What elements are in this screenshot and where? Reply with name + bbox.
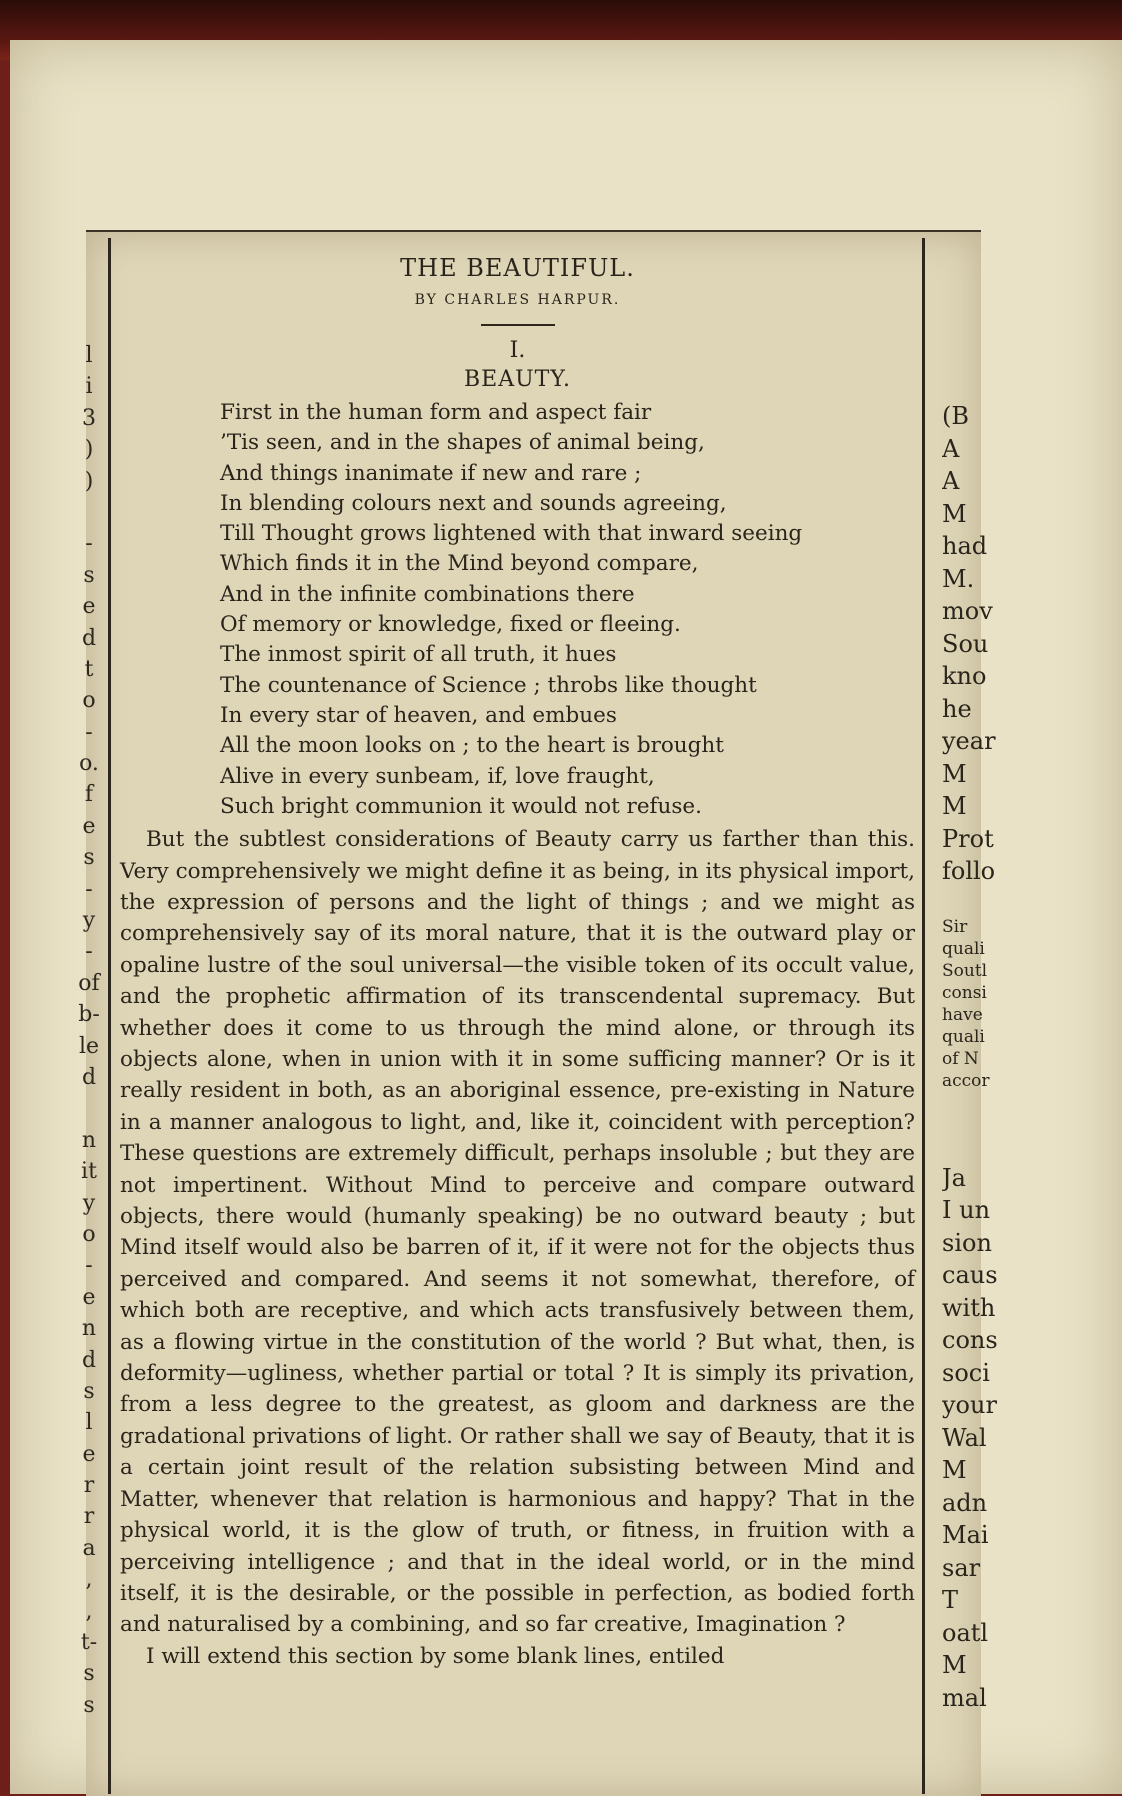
left-fragment: of bbox=[78, 970, 100, 996]
poem-line: First in the human form and aspect fair bbox=[220, 400, 652, 425]
poem-line: In every star of heaven, and embues bbox=[220, 702, 617, 728]
left-fragment: t- bbox=[80, 1630, 98, 1656]
left-fragment bbox=[78, 1093, 100, 1124]
left-fragment: l bbox=[85, 1410, 93, 1436]
article bbox=[120, 248, 915, 1672]
right-fragment: Sou bbox=[942, 629, 989, 658]
right-fragment: Prot bbox=[942, 824, 994, 853]
right-fragment: oatl bbox=[942, 1618, 989, 1647]
right-fragment: M bbox=[942, 759, 967, 788]
right-fragment: adn bbox=[942, 1488, 988, 1517]
left-fragment: e bbox=[82, 594, 96, 620]
poem-line: Till Thought grows lightened with that inward seeing bbox=[220, 521, 803, 547]
left-fragment: d bbox=[81, 1347, 97, 1373]
right-fragment: your bbox=[942, 1391, 997, 1419]
poem-line: And in the infinite combinations there bbox=[220, 581, 635, 607]
right-fragment: sar bbox=[942, 1553, 981, 1582]
title-divider bbox=[481, 324, 555, 326]
left-fragment: - bbox=[85, 1253, 93, 1279]
left-fragment: d bbox=[81, 625, 97, 651]
left-fragment: n bbox=[81, 1127, 97, 1153]
poem-line: Alive in every sunbeam, if, love fraught, bbox=[220, 763, 655, 789]
right-fragment: accor bbox=[942, 1070, 990, 1091]
left-fragment: , bbox=[85, 1567, 93, 1593]
left-fragment: , bbox=[85, 1598, 93, 1624]
right-fragment: T bbox=[942, 1586, 959, 1614]
left-fragment: d bbox=[81, 1064, 97, 1090]
right-fragment: M bbox=[942, 792, 967, 820]
spacer bbox=[942, 888, 1012, 916]
poem-line: All the moon looks on ; to the heart is brought bbox=[220, 733, 724, 759]
left-fragment: a bbox=[82, 1535, 96, 1561]
left-fragment: 3 bbox=[82, 405, 96, 431]
right-fragment: he bbox=[942, 694, 972, 723]
left-fragment: s bbox=[83, 562, 95, 588]
right-fragment: follo bbox=[942, 857, 996, 885]
right-fragment: quali bbox=[942, 1026, 985, 1047]
right-fragment: M bbox=[942, 1456, 967, 1484]
left-fragment: s bbox=[83, 1378, 95, 1404]
left-fragment: e bbox=[82, 1284, 96, 1310]
left-fragment: b- bbox=[78, 1002, 100, 1028]
right-fragment: caus bbox=[942, 1261, 998, 1289]
left-fragment: ) bbox=[84, 468, 94, 494]
left-fragment: r bbox=[83, 1473, 95, 1499]
poem-line: In blending colours next and sounds agreeing, bbox=[220, 490, 727, 516]
right-fragment: with bbox=[942, 1293, 996, 1322]
left-fragment: - bbox=[85, 939, 93, 965]
right-fragment: soci bbox=[942, 1358, 990, 1387]
column-rule-right bbox=[922, 238, 925, 1794]
right-fragment: M bbox=[942, 1651, 967, 1679]
right-fragment: had bbox=[942, 532, 988, 560]
poem-line: And things inanimate if new and rare ; bbox=[220, 460, 642, 486]
left-fragment: it bbox=[81, 1159, 97, 1185]
left-fragment: o. bbox=[79, 751, 99, 777]
left-fragment: s bbox=[83, 1692, 95, 1718]
spacer bbox=[942, 1092, 1012, 1162]
sonnet bbox=[220, 398, 915, 822]
right-fragment: kno bbox=[942, 662, 987, 690]
left-fragment: - bbox=[85, 876, 93, 902]
section-title: BEAUTY. bbox=[463, 367, 571, 392]
section-number: I. bbox=[509, 338, 526, 363]
right-fragment: consi bbox=[942, 982, 987, 1003]
poem-line: The countenance of Science ; throbs like thought bbox=[220, 672, 757, 698]
left-fragment: ) bbox=[84, 437, 94, 463]
left-fragment: e bbox=[82, 1441, 96, 1467]
left-fragment: y bbox=[82, 908, 96, 934]
article-title: THE BEAUTIFUL. bbox=[400, 254, 635, 282]
left-fragment: r bbox=[83, 1504, 95, 1530]
right-fragment: mov bbox=[942, 597, 993, 625]
left-fragment: l bbox=[85, 343, 93, 368]
poem-line: The inmost spirit of all truth, it hues bbox=[220, 642, 617, 668]
right-fragment: Sir bbox=[942, 916, 968, 937]
left-fragment: s bbox=[83, 845, 95, 871]
left-fragment: t bbox=[84, 656, 94, 682]
prose-paragraph-continued: I will extend this section by some blank lines, entiled bbox=[146, 1643, 725, 1669]
right-fragment: of N bbox=[942, 1048, 979, 1069]
left-fragment: o bbox=[82, 1221, 96, 1247]
right-fragment: I un bbox=[942, 1196, 991, 1224]
left-fragment bbox=[78, 497, 100, 528]
right-fragment: A bbox=[942, 434, 960, 463]
right-fragment: sion bbox=[942, 1228, 992, 1257]
right-fragment: have bbox=[942, 1004, 983, 1025]
poem-line: Of memory or knowledge, fixed or fleeing. bbox=[220, 612, 681, 638]
poem-line: ’Tis seen, and in the shapes of animal being, bbox=[220, 430, 705, 456]
right-fragment: A bbox=[942, 467, 960, 495]
left-fragment: s bbox=[83, 1661, 95, 1687]
poem-line: Which finds it in the Mind beyond compare, bbox=[220, 551, 699, 577]
left-column-fragments bbox=[78, 340, 100, 1721]
left-fragment: le bbox=[78, 1033, 100, 1059]
right-fragment: (B bbox=[942, 402, 969, 430]
right-column-fragments bbox=[942, 400, 1012, 1714]
right-fragment: mal bbox=[942, 1683, 987, 1712]
right-fragment: Ja bbox=[942, 1163, 966, 1192]
right-fragment: M. bbox=[942, 564, 975, 593]
left-fragment: n bbox=[81, 1316, 97, 1342]
left-fragment: - bbox=[85, 531, 93, 557]
right-fragment: M bbox=[942, 499, 967, 528]
left-fragment: y bbox=[82, 1190, 96, 1216]
left-fragment: e bbox=[82, 813, 96, 839]
left-fragment: i bbox=[85, 374, 93, 400]
right-fragment: Soutl bbox=[942, 960, 988, 981]
column-rule-left bbox=[108, 238, 111, 1794]
right-fragment: Mai bbox=[942, 1521, 989, 1549]
right-fragment: cons bbox=[942, 1326, 998, 1354]
left-fragment: f bbox=[84, 782, 94, 808]
right-fragment: Wal bbox=[942, 1423, 987, 1452]
poem-line: Such bright communion it would not refuse. bbox=[220, 793, 702, 819]
right-fragment: quali bbox=[942, 938, 985, 959]
left-fragment: o bbox=[82, 688, 96, 714]
prose-paragraph: But the subtlest considerations of Beauty carry us farther than this. Very comprehensively we might define it as being, in its physical import, the expression of persons and the light of things ; and we might as comprehensively say of its moral nature, that it is the outward play or opaline lustre of the soul universal—the visible token of its occult value, and the prophetic affirmation of its transcendental supremacy. But whether does it come to us through the mind alone, or through its objects alone, when in union with it in some sufficing manner? Or is it really resident in both, as an aboriginal essence, pre-existing in Nature in a manner analogous to light, and, like it, coincident with perception? These questions are extremely difficult, perhaps insoluble ; but they are not impertinent. Without Mind to perceive and compare outward objects, there would (humanly speaking) be no outward beauty ; but Mind itself would also be barren of it, if it were not for the objects thus perceived and compared. And seems it not somewhat, therefore, of which both are receptive, and which acts transfusively between them, as a flowing virtue in the constitution of the world ? But what, then, is deformity—ugliness, whether partial or total ? It is simply its privation, from a less degree to the greatest, as gloom and darkness are the gradational privations of light. Or rather shall we say of Beauty, that it is a certain joint result of the relation subsisting between Mind and Matter, whenever that relation is harmonious and happy? That in the physical world, it is the glow of truth, or fitness, in fruition with a perceiving intelligence ; and that in the ideal world, or in the mind itself, it is the desirable, or the possible in perfection, as bodied forth and naturalised by a combining, and so far creative, Imagination ? bbox=[120, 827, 915, 1638]
left-fragment: - bbox=[85, 719, 93, 745]
article-byline: BY CHARLES HARPUR. bbox=[414, 292, 621, 308]
right-fragment: year bbox=[942, 727, 996, 755]
